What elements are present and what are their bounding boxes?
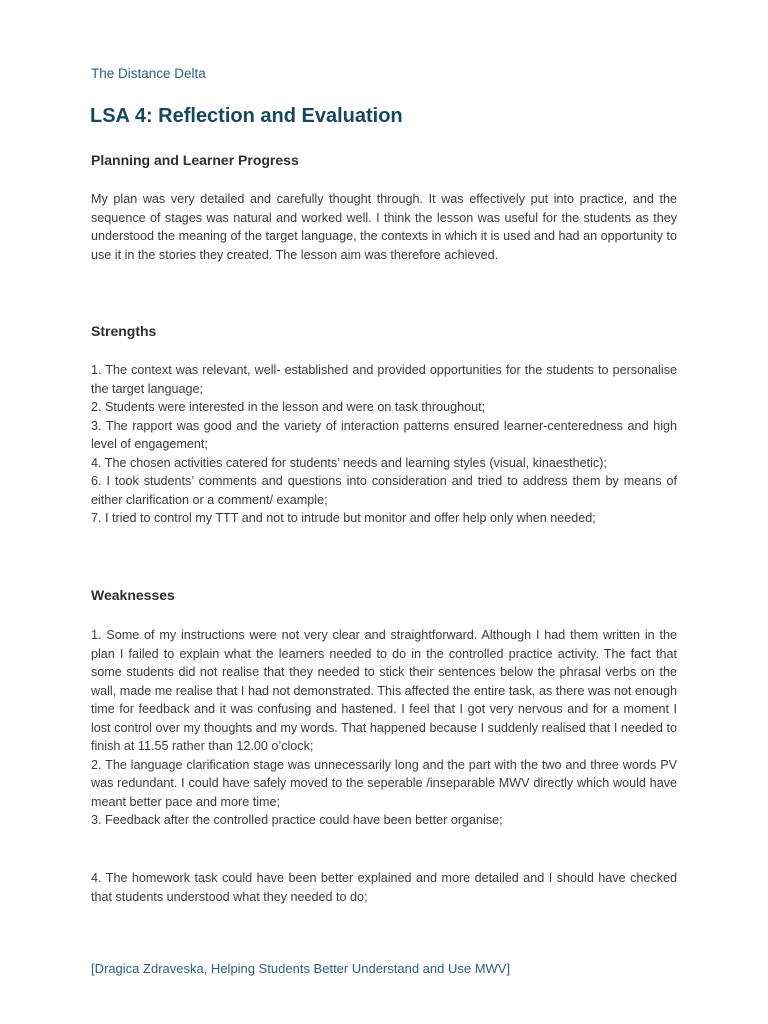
- list-item: 3. Feedback after the controlled practice could have been better organise;: [91, 813, 503, 827]
- strengths-heading: Strengths: [91, 323, 157, 339]
- list-item: 7. I tried to control my TTT and not to intrude but monitor and offer help only when needed;: [91, 511, 596, 525]
- footer-citation: [Dragica Zdraveska, Helping Students Better Understand and Use MWV]: [91, 961, 511, 976]
- weaknesses-heading: Weaknesses: [91, 587, 175, 603]
- weakness-item-4: 4. The homework task could have been better explained and more detailed and I should have checked that students understood what they needed to do;: [91, 871, 677, 904]
- page-title: LSA 4: Reflection and Evaluation: [90, 105, 403, 127]
- planning-paragraph: My plan was very detailed and carefully thought through. It was effectively put into practice, and the sequence of stages was natural and worked well. I think the lesson was useful for the students as they understood the meaning of the target language, the contexts in which it is used and had an opportunity to use it in the stories they created. The lesson aim was therefore achieved.: [91, 192, 677, 262]
- list-item: 2. The language clarification stage was unnecessarily long and the part with the two and three words PV was redundant. I could have safely moved to the seperable /inseparable MWV directly which would have meant better pace and more time;: [91, 757, 677, 809]
- strengths-list: [91, 361, 677, 528]
- list-item: 6. I took students’ comments and questions into consideration and tried to address them by means of either clarification or a comment/ example;: [91, 474, 677, 507]
- list-item: 1. Some of my instructions were not very clear and straightforward. Although I had them written in the plan I failed to explain what the learners needed to do in the controlled practice activity. The fact that some students did not realise that they needed to stick their sentences below the phrasal verbs on the wall, made me realise that I had not demonstrated. This affected the entire task, as there was not enough time for feedback and it was confusing and hastened. I feel that I got very nervous and for a moment I lost control over my thoughts and my words. That happened because I suddenly realised that I needed to finish at 11.55 rather than 12.00 o’clock;: [91, 628, 677, 753]
- list-item: 3. The rapport was good and the variety of interaction patterns ensured learner-centeredness and high level of engagement;: [91, 418, 677, 451]
- list-item: 2. Students were interested in the lesson and were on task throughout;: [91, 400, 486, 414]
- list-item: 4. The chosen activities catered for students’ needs and learning styles (visual, kinaesthetic);: [91, 455, 607, 470]
- running-header: The Distance Delta: [91, 66, 206, 81]
- planning-heading: Planning and Learner Progress: [91, 152, 299, 168]
- list-item: 1. The context was relevant, well- established and provided opportunities for the students to personalise the target language;: [91, 363, 677, 396]
- weaknesses-list: [91, 626, 677, 830]
